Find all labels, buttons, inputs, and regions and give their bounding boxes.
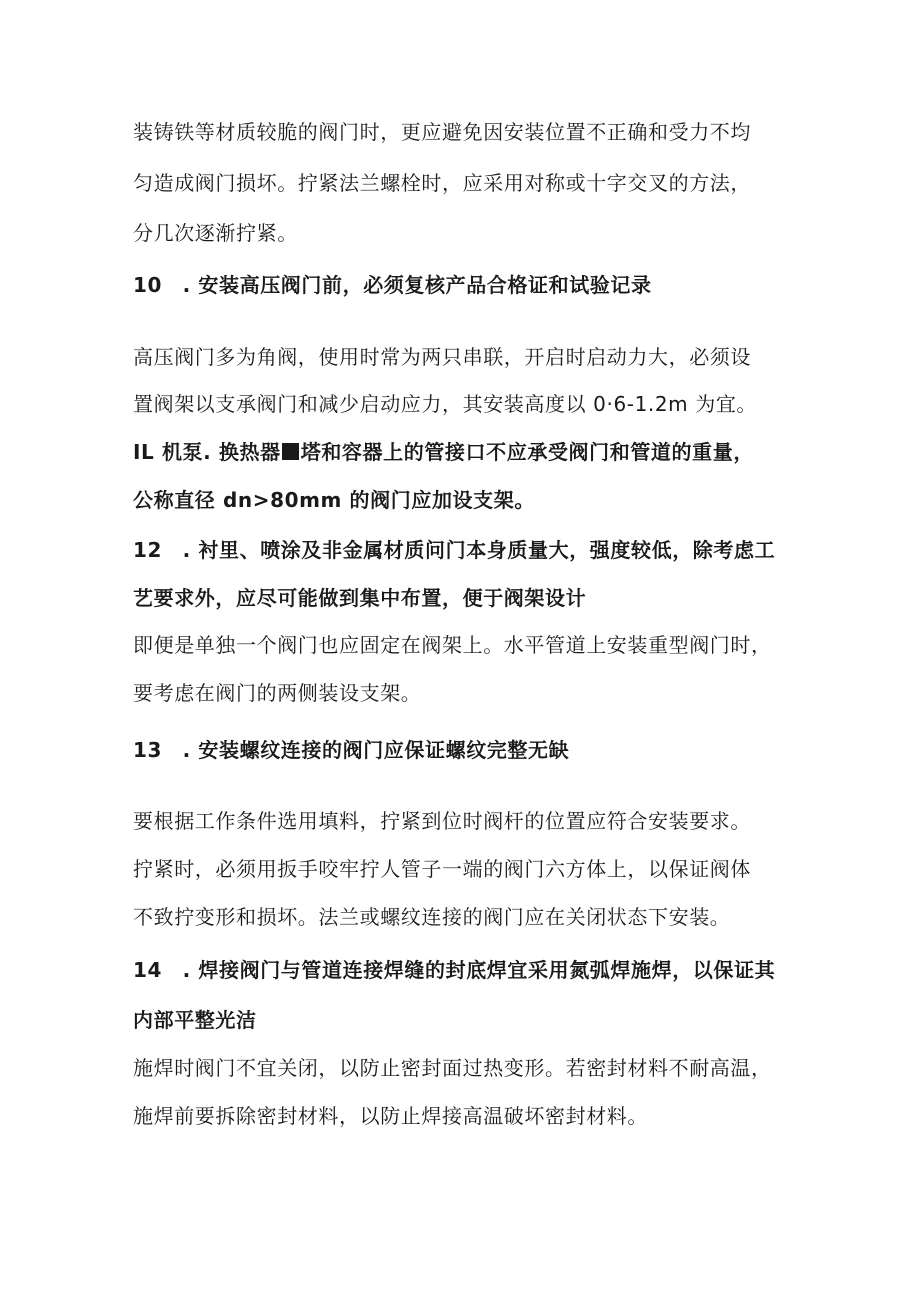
paragraph-line: 要根据工作条件选用填料，拧紧到位时阀杆的位置应符合安装要求。 [133, 809, 751, 833]
paragraph-line: 不致拧变形和损坏。法兰或螺纹连接的阀门应在关闭状态下安装。 [133, 905, 731, 929]
section-heading-12: 12 . 衬里、喷涂及非金属材质问门本身质量大，强度较低，除考虑工 [133, 538, 776, 562]
heading-text: 塔和容器上的管接口不应承受阀门和管道的重量， [300, 440, 754, 464]
paragraph-line: 匀造成阀门损坏。拧紧法兰螺栓时，应采用对称或十字交叉的方法， [133, 171, 751, 195]
section-heading-14-line2: 内部平整光洁 [133, 1008, 257, 1032]
paragraph-line: 高压阀门多为角阀，使用时常为两只串联，开启时启动力大，必须设 [133, 345, 751, 369]
paragraph-line: 分几次逐渐拧紧。 [133, 221, 298, 245]
heading-text: IL 机泵. 换热器 [133, 440, 281, 464]
section-heading-11-line2: 公称直径 dn>80mm 的阀门应加设支架。 [133, 488, 535, 512]
paragraph-line: 施焊时阀门不宜关闭，以防止密封面过热变形。若密封材料不耐高温， [133, 1056, 772, 1080]
paragraph-line: 即便是单独一个阀门也应固定在阀架上。水平管道上安装重型阀门时， [133, 633, 772, 657]
section-heading-10: 10 . 安装高压阀门前，必须复核产品合格证和试验记录 [133, 273, 652, 297]
paragraph-line: 装铸铁等材质较脆的阀门时，更应避免因安装位置不正确和受力不均 [133, 120, 751, 144]
paragraph-line: 要考虑在阀门的两侧装设支架。 [133, 681, 422, 705]
paragraph-line: 拧紧时，必须用扳手咬牢拧人管子一端的阀门六方体上，以保证阀体 [133, 857, 751, 881]
section-heading-14: 14 . 焊接阀门与管道连接焊缝的封底焊宜采用氮弧焊施焊，以保证其 [133, 958, 776, 982]
filled-square-glyph [282, 443, 299, 460]
section-heading-13: 13 . 安装螺纹连接的阀门应保证螺纹完整无缺 [133, 738, 570, 762]
paragraph-line: 置阀架以支承阀门和减少启动应力，其安装高度以 0·6-1.2m 为宜。 [133, 392, 758, 416]
section-heading-12-line2: 艺要求外，应尽可能做到集中布置，便于阀架设计 [133, 586, 587, 610]
paragraph-line: 施焊前要拆除密封材料，以防止焊接高温破坏密封材料。 [133, 1104, 648, 1128]
section-heading-11 [133, 437, 833, 467]
